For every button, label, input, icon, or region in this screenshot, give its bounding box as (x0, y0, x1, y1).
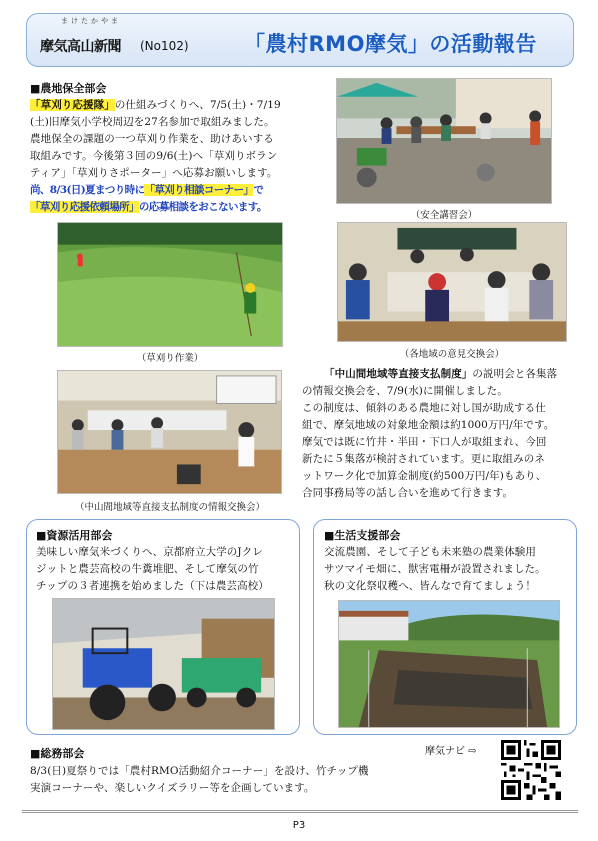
tractor-photo (52, 598, 275, 730)
direct-payment-meeting-photo (57, 370, 282, 494)
safety-training-caption: （安全講習会） (410, 210, 478, 221)
direct-payment-caption: （中山間地域等直接支払制度の情報交換会） (74, 502, 265, 513)
safety-training-photo (336, 78, 552, 204)
navi-label: 摩気ナビ ⇨ (425, 746, 477, 757)
paper-name: 摩気高山新聞 (40, 39, 121, 55)
footer-divider (22, 810, 578, 813)
resources-heading: ■資源活用部会 (36, 529, 113, 542)
farmland-highlight: 「草刈り応援隊」 (30, 99, 115, 111)
mowing-caption: （草刈り作業） (136, 353, 204, 364)
page-number: P3 (292, 820, 306, 831)
life-support-heading: ■生活支援部会 (324, 529, 401, 542)
life-support-text: 交流農園、そして子ども未来塾の農業体験用 サツマイモ畑に、獣害電柵が設置されました。 秋の文化祭収穫へ、皆んなで育てましょう！ (324, 546, 546, 592)
general-text: 8/3(日)夏祭りでは「農村RMO活動紹介コーナー」を設け、竹チップ機 実演コーナーや、楽しいクイズラリー等を企画しています。 (30, 765, 369, 794)
page-title: 「農村RMO摩気」の活動報告 (244, 32, 537, 56)
farmland-text: 「草刈り応援隊」の仕組みづくりへ、7/5(土)・7/19 (土)旧摩気小学校周辺を27名参加で取組みました。 農地保全の課題の一つ草刈り作業を、助けあいする 取組みです。今後第３回の9/6(土)へ「草刈りボラン ティア」「草刈りさポーター」へ応募お願いします。 尚、8/3(日)夏まつり時に「草刈り相談コーナー」で 「草刈り応援依頼場所」の応募相談をおこないます。 (30, 99, 281, 213)
exchange-meeting-photo (337, 222, 567, 342)
farmland-heading: ■農地保全部会 (30, 82, 107, 95)
direct-payment-text: 「中山間地域等直接支払制度」の説明会と各集落 の情報交換会を、7/9(水)に開催しました。 この制度は、傾斜のある農地に対し国が助成する仕 組で、摩気地域の対象地金額は約1000万円/年です。 摩気では既に竹井・半田・下口人が取組まれ、今回 新たに５集落が検討されています。更に取組みのネ ットワーク化で加算金制度(約500万円/年)もあり、 合同事務局等の話し合いを進めて行きます。 (302, 368, 558, 499)
resources-text: 美味しい摩気米づくりへ、京都府立大学のJクレ ジットと農芸高校の牛糞堆肥、そして摩気の竹 チップの３者連携を始めました（下は農芸高校） (36, 546, 269, 592)
qr-code-icon[interactable] (501, 740, 561, 800)
mowing-photo (57, 222, 283, 347)
sweet-potato-field-photo (338, 600, 560, 728)
exchange-meeting-caption: （各地域の意見交換会） (399, 349, 505, 360)
issue-number: (No102) (140, 39, 189, 53)
paper-name-ruby: まけたかやま (61, 17, 121, 25)
general-heading: ■総務部会 (30, 747, 85, 760)
